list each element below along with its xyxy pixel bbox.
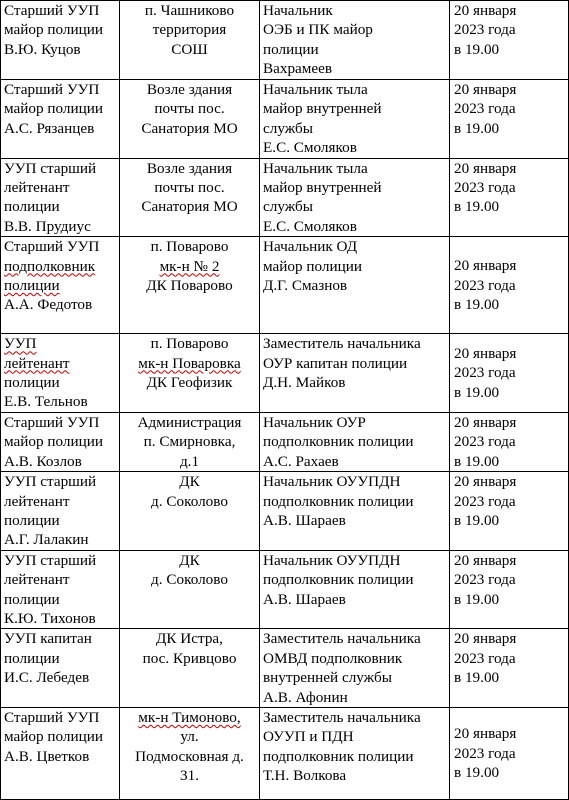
date-line: 20 января	[454, 413, 517, 431]
location-cell	[120, 412, 260, 471]
table-row	[1, 1, 569, 80]
head-cell	[260, 237, 450, 334]
date-line: 2023 года	[454, 744, 516, 762]
officer-line: майор полиции	[4, 21, 103, 39]
location-line: п. Смирновка,	[143, 433, 236, 451]
head-line: майор полиции	[263, 257, 362, 275]
officer-line: полиции	[4, 511, 60, 529]
head-line: Начальник тыла	[263, 159, 368, 177]
location-line: Санатория МО	[141, 119, 238, 137]
location-line: д. Соколово	[151, 571, 228, 589]
officer-name: В.Ю. Куцов	[4, 40, 81, 58]
date-line: в 19.00	[454, 295, 500, 313]
officer-line: лейтенант	[4, 492, 70, 510]
head-line: ОУР капитан полиции	[263, 354, 408, 372]
location-line: ДК Геофизик	[146, 374, 233, 392]
head-line: Начальник тыла	[263, 81, 368, 98]
date-line: в 19.00	[454, 40, 500, 58]
officer-cell	[1, 707, 120, 799]
location-line: п. Чашниково	[144, 2, 235, 19]
location-cell	[120, 472, 260, 551]
head-cell	[260, 1, 450, 80]
date-line: 2023 года	[454, 571, 516, 589]
head-line: Заместитель начальника	[263, 630, 421, 648]
head-line: подполковник полиции	[263, 747, 414, 765]
location-cell	[120, 629, 260, 708]
officer-line: Старший УУП	[4, 2, 100, 19]
officer-line: подполковник	[4, 257, 96, 275]
head-line: Заместитель начальника	[263, 708, 421, 726]
officer-name: В.В. Прудиус	[4, 217, 91, 235]
date-cell	[450, 472, 569, 551]
location-line: мк-н Поваровка	[138, 354, 241, 372]
date-cell	[450, 334, 569, 413]
date-line: 2023 года	[454, 649, 516, 667]
officer-name: К.Ю. Тихонов	[4, 609, 96, 627]
table-row	[1, 158, 569, 237]
head-line: подполковник полиции	[263, 492, 414, 510]
date-line: 20 января	[454, 473, 517, 491]
table-row	[1, 412, 569, 471]
head-line: майор внутренней	[263, 100, 382, 118]
head-line: Начальник ОУУПДН	[263, 473, 401, 491]
head-line: службы	[263, 119, 313, 137]
head-cell	[260, 707, 450, 799]
table-row	[1, 80, 569, 159]
head-line: А.В. Шараев	[263, 590, 346, 608]
officer-name: А.В. Цветков	[4, 747, 90, 765]
date-line: в 19.00	[454, 119, 500, 137]
officer-line: УУП старший	[4, 473, 97, 491]
head-line: Заместитель начальника	[263, 335, 421, 353]
officer-line: полиции	[4, 649, 60, 667]
head-line: А.С. Рахаев	[263, 452, 339, 470]
officer-cell	[1, 158, 120, 237]
officer-line: майор полиции	[4, 728, 103, 746]
table-row	[1, 472, 569, 551]
date-cell	[450, 237, 569, 334]
date-cell	[450, 80, 569, 159]
location-cell	[120, 237, 260, 334]
officer-line: УУП капитан	[4, 630, 92, 648]
date-cell	[450, 550, 569, 629]
officer-name: А.А. Федотов	[4, 296, 93, 314]
head-cell	[260, 412, 450, 471]
location-line: почты пос.	[154, 100, 225, 118]
location-line: Администрация	[137, 413, 242, 431]
head-line: ОМВД подполковник	[263, 649, 403, 667]
table-row	[1, 237, 569, 334]
date-line: 20 января	[454, 257, 517, 275]
officer-line: Старший УУП	[4, 708, 100, 726]
officer-line: полиции	[4, 198, 60, 216]
date-line: 20 января	[454, 630, 517, 648]
location-line: почты пос.	[154, 179, 225, 197]
officer-cell	[1, 80, 120, 159]
table-row	[1, 629, 569, 708]
location-line: СОШ	[171, 40, 208, 58]
location-line: мк-н № 2	[159, 257, 220, 275]
officer-line: полиции	[4, 374, 60, 392]
location-line: ДК	[179, 473, 200, 491]
head-line: Начальник	[263, 2, 333, 19]
date-line: 20 января	[454, 551, 517, 569]
location-cell	[120, 550, 260, 629]
table-row	[1, 550, 569, 629]
date-cell	[450, 158, 569, 237]
officer-line: майор полиции	[4, 100, 103, 118]
date-line: в 19.00	[454, 764, 500, 782]
head-line: Начальник ОД	[263, 238, 358, 256]
date-line: 2023 года	[454, 492, 516, 510]
officer-line: полиции	[4, 277, 60, 295]
head-line: Т.Н. Волкова	[263, 767, 347, 785]
location-line: 31.	[180, 767, 199, 785]
location-cell	[120, 158, 260, 237]
officer-name: И.С. Лебедев	[4, 669, 90, 687]
officer-line: Старший УУП	[4, 413, 100, 431]
head-cell	[260, 158, 450, 237]
location-line: территория	[152, 21, 227, 39]
head-cell	[260, 550, 450, 629]
date-line: в 19.00	[454, 198, 500, 216]
table-row	[1, 334, 569, 413]
head-cell	[260, 629, 450, 708]
officer-cell	[1, 412, 120, 471]
date-line: 2023 года	[454, 276, 516, 294]
head-line: Д.Г. Смазнов	[263, 277, 348, 295]
date-line: в 19.00	[454, 511, 500, 529]
date-line: 2023 года	[454, 100, 516, 118]
date-line: 20 января	[454, 81, 517, 98]
table-row	[1, 707, 569, 799]
location-cell	[120, 1, 260, 80]
head-line: Начальник ОУР	[263, 413, 366, 431]
date-line: в 19.00	[454, 590, 500, 608]
head-line: внутренней службы	[263, 669, 392, 687]
officer-line: лейтенант	[4, 354, 70, 372]
head-line: ОУУП и ПДН	[263, 728, 354, 746]
location-line: ул.	[180, 728, 199, 746]
head-line: службы	[263, 198, 313, 216]
location-line: Возле здания	[146, 159, 233, 177]
officer-cell	[1, 1, 120, 80]
date-line: в 19.00	[454, 452, 500, 470]
location-line: п. Поварово	[150, 238, 229, 256]
officer-line: УУП старший	[4, 551, 97, 569]
location-line: ДК	[179, 551, 200, 569]
date-cell	[450, 412, 569, 471]
date-line: в 19.00	[454, 669, 500, 687]
head-line: подполковник полиции	[263, 433, 414, 451]
date-line: 20 января	[454, 159, 517, 177]
date-line: 2023 года	[454, 433, 516, 451]
officer-line: полиции	[4, 590, 60, 608]
location-line: ДК Поварово	[146, 277, 233, 295]
officer-line: Старший УУП	[4, 238, 100, 256]
location-line: п. Поварово	[150, 335, 229, 353]
officer-name: А.С. Рязанцев	[4, 119, 95, 137]
location-line: д. Соколово	[151, 492, 228, 510]
location-line: Возле здания	[146, 81, 233, 98]
location-cell	[120, 334, 260, 413]
head-line: Начальник ОУУПДН	[263, 551, 401, 569]
head-line: Е.С. Смоляков	[263, 139, 357, 157]
head-line: подполковник полиции	[263, 571, 414, 589]
head-line: полиции	[263, 40, 319, 58]
head-line: А.В. Афонин	[263, 688, 348, 706]
head-line: Вахрамеев	[263, 60, 333, 78]
head-line: майор внутренней	[263, 179, 382, 197]
location-line: Подмосковная д.	[135, 747, 244, 765]
officer-line: лейтенант	[4, 571, 70, 589]
head-cell	[260, 334, 450, 413]
location-cell	[120, 80, 260, 159]
location-line: ДК Истра,	[156, 630, 223, 648]
officer-cell	[1, 237, 120, 334]
date-cell	[450, 707, 569, 799]
date-line: 2023 года	[454, 364, 516, 382]
head-cell	[260, 80, 450, 159]
location-line: пос. Кривцово	[142, 649, 237, 667]
date-line: 20 января	[454, 2, 517, 19]
officer-name: А.Г. Лалакин	[4, 531, 89, 549]
date-line: 20 января	[454, 344, 517, 362]
head-line: ОЭБ и ПК майор	[263, 21, 373, 39]
officer-line: майор полиции	[4, 433, 103, 451]
officer-cell	[1, 334, 120, 413]
date-line: 2023 года	[454, 179, 516, 197]
date-line: 20 января	[454, 725, 517, 743]
location-line: мк-н Тимоново,	[138, 708, 241, 726]
officer-name: А.В. Козлов	[4, 452, 82, 470]
head-line: Е.С. Смоляков	[263, 217, 357, 235]
date-cell	[450, 1, 569, 80]
officer-cell	[1, 472, 120, 551]
officer-line: лейтенант	[4, 179, 70, 197]
officer-line: УУП	[4, 335, 37, 353]
officer-line: Старший УУП	[4, 81, 100, 98]
head-line: Д.Н. Майков	[263, 374, 346, 392]
date-line: в 19.00	[454, 383, 500, 401]
officer-name: Е.В. Тельнов	[4, 393, 88, 411]
head-line: А.В. Шараев	[263, 511, 346, 529]
date-line: 2023 года	[454, 21, 516, 39]
officer-cell	[1, 629, 120, 708]
location-line: Санатория МО	[141, 198, 238, 216]
officer-cell	[1, 550, 120, 629]
date-cell	[450, 629, 569, 708]
head-cell	[260, 472, 450, 551]
location-cell	[120, 707, 260, 799]
officer-line: УУП старший	[4, 159, 97, 177]
location-line: д.1	[179, 452, 200, 470]
